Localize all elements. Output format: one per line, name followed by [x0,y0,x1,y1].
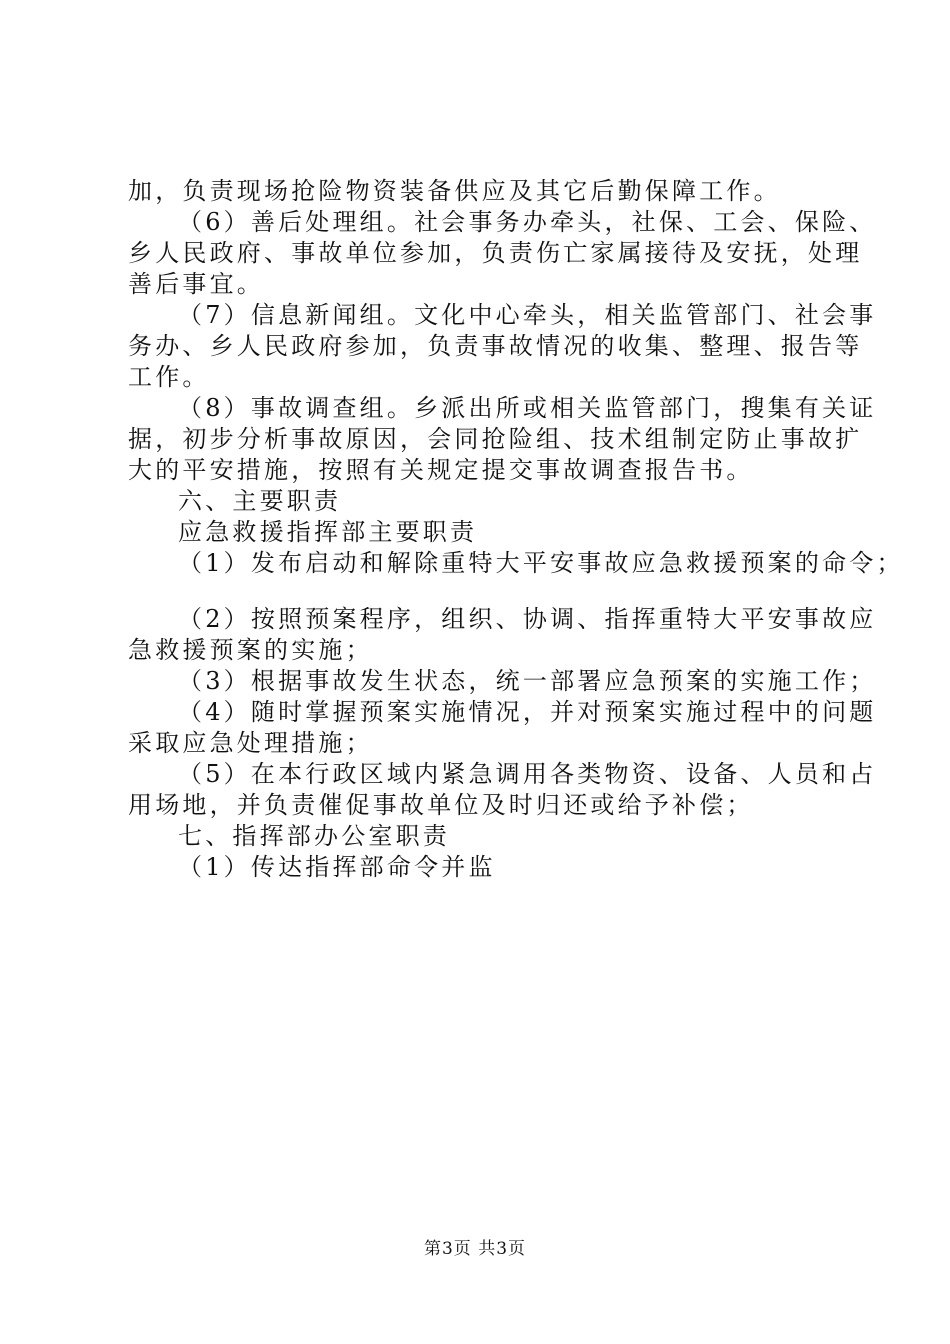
text-line: （6）善后处理组。社会事务办牵头，社保、工会、保险、 [178,208,877,236]
text-line: 用场地，并负责催促事故单位及时归还或给予补偿； [128,791,754,819]
text-line: （1）传达指挥部命令并监 [178,853,496,881]
text-line: 据，初步分析事故原因，会同抢险组、技术组制定防止事故扩 [128,425,863,453]
subsection-heading: 应急救援指挥部主要职责 [178,518,478,546]
text-line: （1）发布启动和解除重特大平安事故应急救援预案的命令； [178,549,904,577]
text-line: （5）在本行政区域内紧急调用各类物资、设备、人员和占 [178,760,877,788]
text-line: （4）随时掌握预案实施情况，并对预案实施过程中的问题 [178,698,877,726]
text-line: 采取应急处理措施； [128,729,373,757]
text-line: （2）按照预案程序，组织、协调、指挥重特大平安事故应 [178,605,877,633]
text-line: 加，负责现场抢险物资装备供应及其它后勤保障工作。 [128,177,781,205]
text-line: 工作。 [128,363,210,391]
text-line: 乡人民政府、事故单位参加，负责伤亡家属接待及安抚，处理 [128,239,863,267]
text-line: 急救援预案的实施； [128,636,373,664]
text-line: 大的平安措施，按照有关规定提交事故调查报告书。 [128,456,754,484]
text-line: （7）信息新闻组。文化中心牵头，相关监管部门、社会事 [178,301,877,329]
text-line: 务办、乡人民政府参加，负责事故情况的收集、整理、报告等 [128,332,863,360]
page-number: 第3页 共3页 [423,1239,527,1259]
section-heading: 六、主要职责 [178,487,342,515]
text-line: （8）事故调查组。乡派出所或相关监管部门，搜集有关证 [178,394,877,422]
text-line: （3）根据事故发生状态，统一部署应急预案的实施工作； [178,667,877,695]
section-heading: 七、指挥部办公室职责 [178,822,450,850]
text-line: 善后事宜。 [128,270,264,298]
